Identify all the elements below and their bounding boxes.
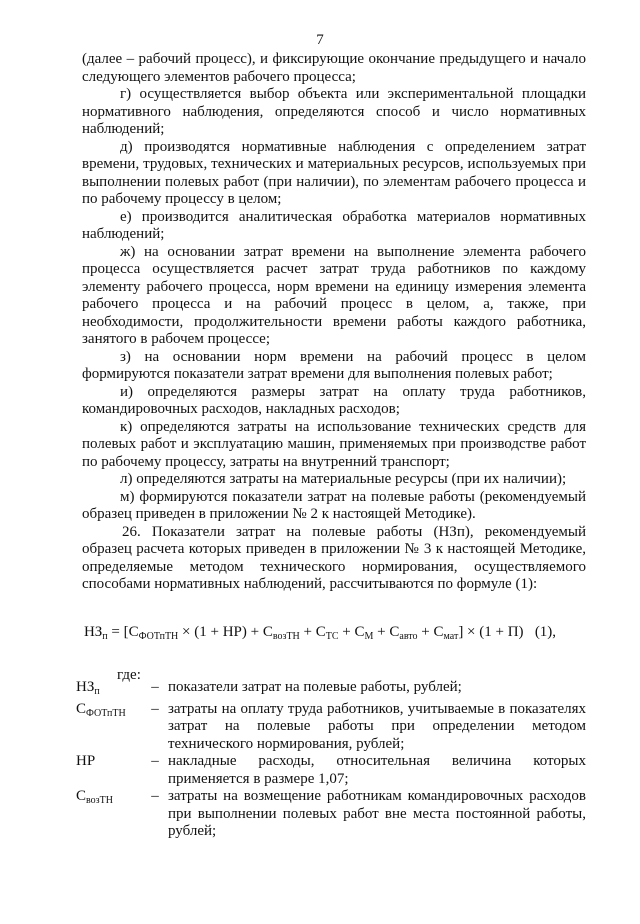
definition-symbol: $НЗ_п$ [76,679,100,697]
formula-sub: мат [443,631,459,642]
definition-symbol: $С_{ФОТпТН}$ [76,700,126,719]
formula-part: × (1 + НР) + С [178,624,273,640]
formula-part: ] × (1 + П) [458,624,524,640]
list-item-d: д) производятся нормативные наблюдения с определением затрат времени, трудовых, технических и материальных ресурсов, используемых при выполнении полевых работ (при наличии), по элементам рабочего процесса и по рабочему процессу в целом; [82,138,586,207]
formula-part: = [С [107,624,139,640]
formula-sub: возТН [272,631,300,642]
definition-symbol: НР [76,753,96,769]
list-item-i: и) определяются размеры затрат на оплату труда работников, командировочных расходов, накладных расходов; [82,383,586,417]
definition-dash: – [151,753,159,769]
definition-dash: – [151,788,159,804]
formula-sub: ФОТпТН [138,631,179,642]
definition-symbol: $С_{возТН}$ [76,788,113,806]
definition-text: затраты на возмещение работникам командировочных расходов при выполнении полевых работ вне места постоянной работы, рублей; [168,788,586,839]
formula-number: (1), [534,624,557,640]
definition-text: показатели затрат на полевые работы, рублей; [168,679,462,695]
formula-part: + С [417,624,444,640]
definition-row [76,701,586,754]
formula-lhs: НЗ [83,624,103,640]
page-number: 7 [316,32,324,48]
definitions-list [76,679,586,841]
where-label: где: [117,667,141,683]
formula-1 [0,624,640,646]
list-item-zh: ж) на основании затрат времени на выполнение элемента рабочего процесса осуществляется расчет затрат труда работников по каждому элементу рабочего процесса, норм времени на единицу измерения элемента рабочего процесса и на рабочий процесс в целом, а, также, при необходимости, продолжительности времени работы каждого работника, занятого в рабочем процессе; [82,243,586,347]
list-item-m: м) формируются показатели затрат на полевые работы (рекомендуемый образец приведен в приложении № 2 к настоящей Методике). [82,488,586,522]
definition-row [76,788,586,841]
formula-lhs-sub: п [102,631,108,642]
paragraph-intro: (далее – рабочий процесс), и фиксирующие окончание предыдущего и начало следующего элементов рабочего процесса; [82,51,586,85]
list-item-g: г) осуществляется выбор объекта или экспериментальной площадки нормативного наблюдения, определяются способ и число нормативных наблюдений; [82,86,586,137]
definition-text: накладные расходы, относительная величина которых применяется в размере 1,07; [168,753,586,787]
formula-part: + С [373,624,400,640]
definition-row [76,679,586,701]
body-text [82,51,586,594]
definition-text: затраты на оплату труда работников, учитываемые в показателях затрат на полевые работы при определении методом технического нормирования, рублей; [168,700,586,752]
list-item-k: к) определяются затраты на использование технических средств для полевых работ и эксплуатацию машин, применяемых при производстве работ по рабочему процессу, затраты на внутренний транспорт; [82,418,586,470]
formula-part: + С [299,624,326,640]
list-item-e: е) производится аналитическая обработка материалов нормативных наблюдений; [82,208,586,242]
formula-sub: авто [399,631,418,642]
list-item-z: з) на основании норм времени на рабочий процесс в целом формируются показатели затрат времени для выполнения полевых работ; [82,348,586,382]
formula-sub: М [364,631,374,642]
list-item-l: л) определяются затраты на материальные ресурсы (при их наличии); [120,471,567,487]
definition-row [76,753,586,788]
definition-dash: – [151,679,159,695]
formula-sub: ТС [325,631,339,642]
definition-dash: – [151,700,159,717]
paragraph-26: 26. Показатели затрат на полевые работы (НЗп), рекомендуемый образец расчета которых приведен в приложении № 3 к настоящей Методике, определяемые методом технического нормирования, осуществляемого способами нормативных наблюдений, рассчитываются по формуле (1): [82,523,586,592]
formula-part: + С [338,624,365,640]
